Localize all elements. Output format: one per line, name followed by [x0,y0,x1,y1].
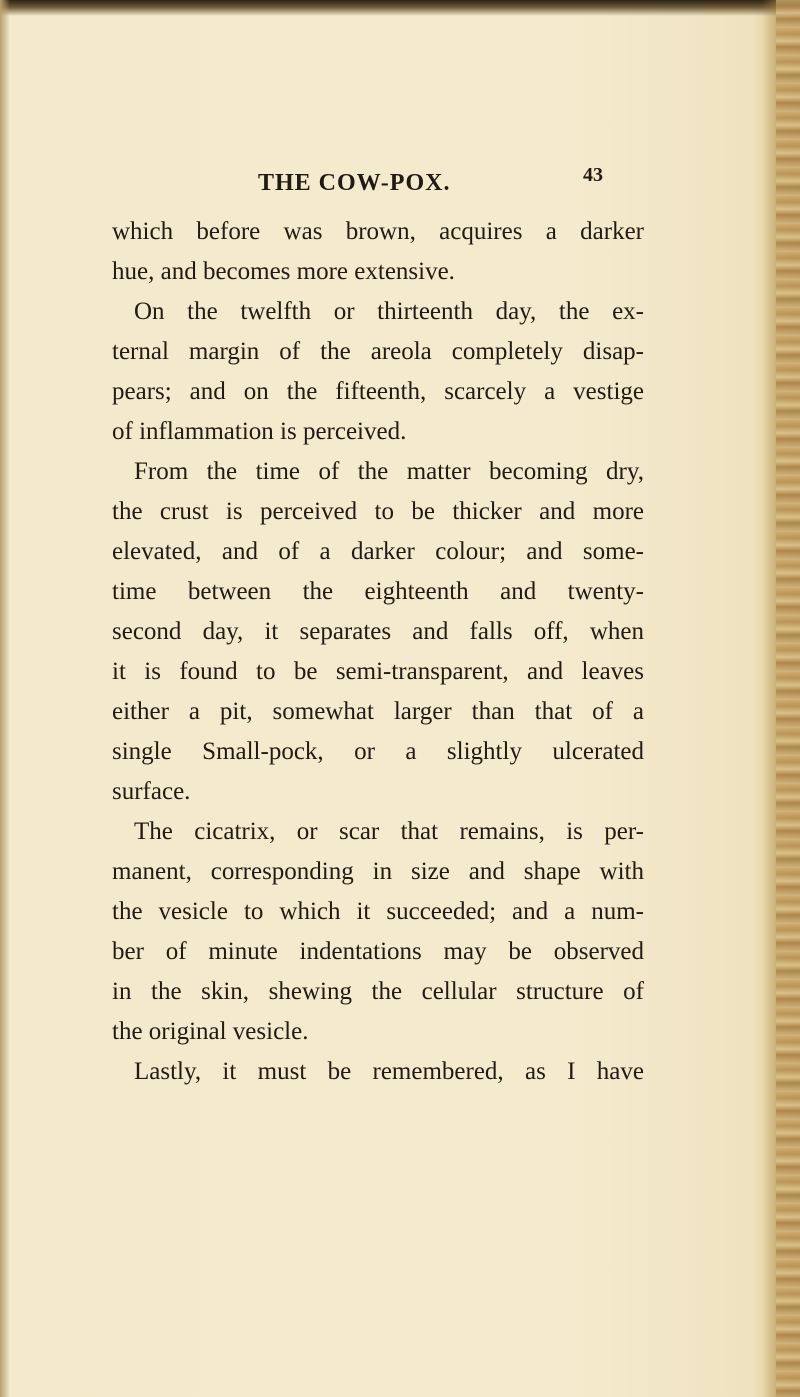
text-line: of inflammation is perceived. [112,418,407,445]
running-head: THE COW-POX. [258,170,451,196]
text-line: single Small-pock, or a slightly ulcerated [112,738,644,765]
text-line: The cicatrix, or scar that remains, is per- [134,818,644,845]
text-line: ber of minute indentations may be observed [112,938,644,965]
text-line: On the twelfth or thirteenth day, the ex- [134,298,644,325]
text-line: the crust is perceived to be thicker and more [112,498,644,525]
text-line: time between the eighteenth and twenty- [112,578,644,605]
text-line: manent, corresponding in size and shape with [112,858,644,885]
text-line: ternal margin of the areola completely disap- [112,338,644,365]
text-line: elevated, and of a darker colour; and some- [112,538,644,565]
body-text [112,212,644,1092]
text-line: which before was brown, acquires a darker [112,218,644,245]
text-line: it is found to be semi-transparent, and leaves [112,658,644,685]
text-line: second day, it separates and falls off, when [112,618,644,645]
text-line: the vesicle to which it succeeded; and a num- [112,898,644,925]
text-line: hue, and becomes more extensive. [112,258,455,285]
text-line: From the time of the matter becoming dry, [134,458,644,485]
page-left-edge [0,0,10,1397]
page-header [0,164,800,200]
page-right-edge [776,0,800,1397]
page-number: 43 [583,164,603,186]
text-line: in the skin, shewing the cellular structure of [112,978,644,1005]
text-line: either a pit, somewhat larger than that of a [112,698,644,725]
binding-shadow [762,0,776,1397]
text-line: pears; and on the fifteenth, scarcely a vestige [112,378,644,405]
text-line: Lastly, it must be remembered, as I have [134,1058,644,1085]
text-line: the original vesicle. [112,1018,309,1045]
text-line: surface. [112,778,191,805]
page-top-edge [0,0,800,16]
